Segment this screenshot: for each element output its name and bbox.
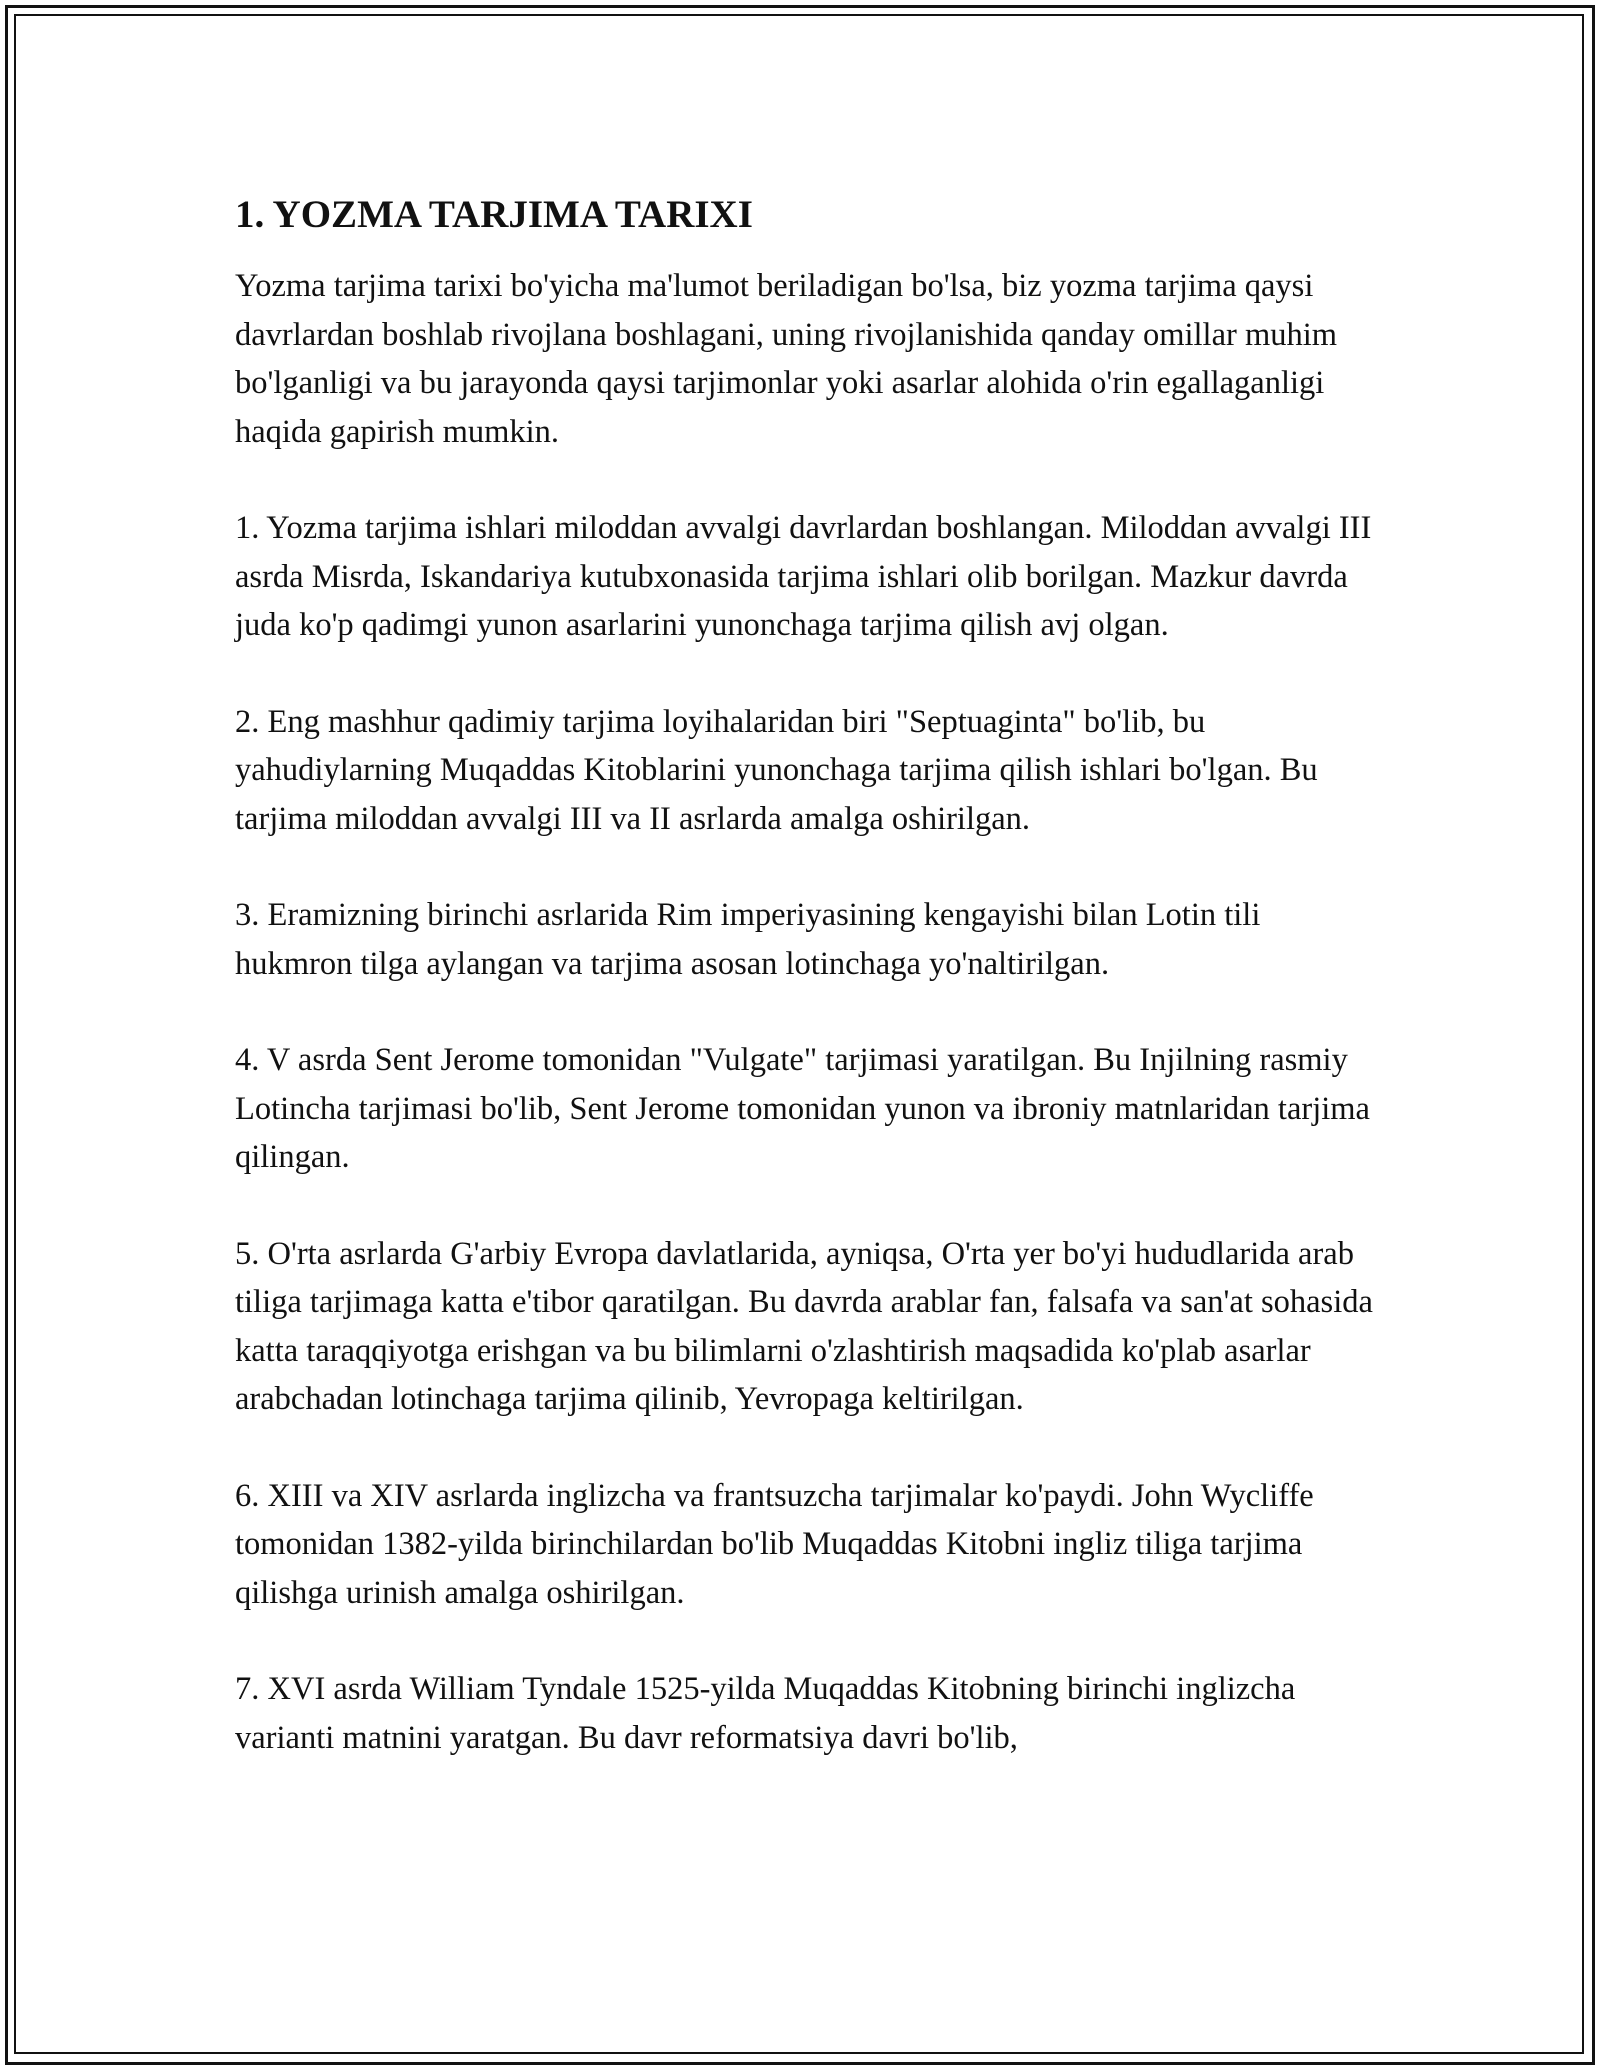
paragraph-3: 3. Eramizning birinchi asrlarida Rim imperiyasining kengayishi bilan Lotin tili hukmron tilga aylangan va tarjima asosan lotinchaga yo'naltirilgan. [235, 897, 1261, 982]
intro-paragraph: Yozma tarjima tarixi bo'yicha ma'lumot beriladigan bo'lsa, biz yozma tarjima qaysi davrlardan boshlab rivojlana boshlagani, uning rivojlanishida qanday omillar muhim bo'lganligi va bu jarayonda qaysi tarjimonlar yoki asarlar alohida o'rin egallaganligi haqida gapirish mumkin. [235, 268, 1338, 450]
paragraph-5: 5. O'rta asrlarda G'arbiy Evropa davlatlarida, ayniqsa, O'rta yer bo'yi hududlarida arab tiliga tarjimaga katta e'tibor qaratilgan. Bu davrda arablar fan, falsafa va san'at sohasida katta taraqqiyotga erishgan va bu bilimlarni o'zlashtirish maqsadida ko'plab asarlar arabchadan lotinchaga tarjima qilinib, Yevropaga keltirilgan. [235, 1235, 1373, 1417]
paragraph-7: 7. XVI asrda William Tyndale 1525-yilda Muqaddas Kitobning birinchi inglizcha varianti matnini yaratgan. Bu davr reformatsiya davri bo'lib, [235, 1671, 1296, 1756]
paragraph-6: 6. XIII va XIV asrlarda inglizcha va frantsuzcha tarjimalar ko'paydi. John Wycliffe tomonidan 1382-yilda birinchilardan bo'lib Muqaddas Kitobni ingliz tiliga tarjima qilishga urinish amalga oshirilgan. [235, 1477, 1314, 1611]
document-body [235, 180, 1375, 1810]
paragraph-2: 2. Eng mashhur qadimiy tarjima loyihalaridan biri "Septuaginta" bo'lib, bu yahudiylarning Muqaddas Kitoblarini yunonchaga tarjima qilish ishlari bo'lgan. Bu tarjima miloddan avvalgi III va II asrlarda amalga oshirilgan. [235, 703, 1318, 837]
document-title: 1. YOZMA TARJIMA TARIXI [235, 193, 753, 236]
paragraph-4: 4. V asrda Sent Jerome tomonidan "Vulgate" tarjimasi yaratilgan. Bu Injilning rasmiy Lotincha tarjimasi bo'lib, Sent Jerome tomonidan yunon va ibroniy matnlaridan tarjima qilingan. [235, 1042, 1370, 1175]
paragraph-1: 1. Yozma tarjima ishlari miloddan avvalgi davrlardan boshlangan. Miloddan avvalgi III asrda Misrda, Iskandariya kutubxonasida tarjima ishlari olib borilgan. Mazkur davrda juda ko'p qadimgi yunon asarlarini yunonchaga tarjima qilish avj olgan. [235, 510, 1372, 643]
